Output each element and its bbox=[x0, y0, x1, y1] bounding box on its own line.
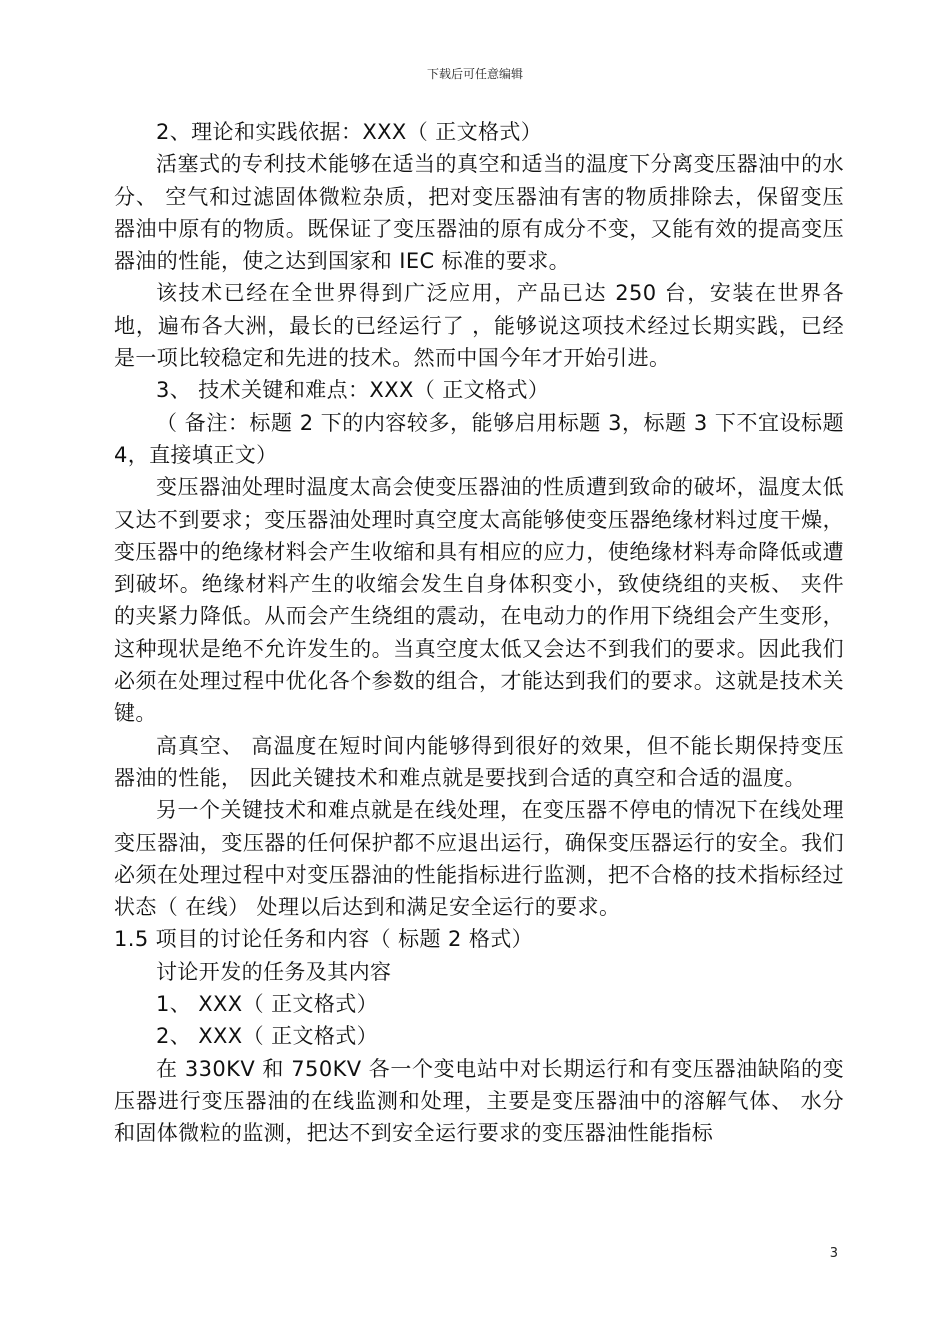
list-item: 1、 XXX（ 正文格式） bbox=[156, 992, 379, 1017]
section-heading-key-points: 3、 技术关键和难点：XXX（ 正文格式） bbox=[156, 378, 550, 403]
page-number: 3 bbox=[829, 1246, 838, 1261]
document-body bbox=[114, 116, 844, 1150]
note-paragraph: （ 备注：标题 2 下的内容较多，能够启用标题 3，标题 3 下不宜设标题 4，直接填正文） bbox=[114, 410, 844, 467]
body-paragraph: 高真空、 高温度在短时间内能够得到很好的效果，但不能长期保持变压器油的性能， 因此关键技术和难点就是要找到合适的真空和合适的温度。 bbox=[114, 733, 844, 790]
body-paragraph: 活塞式的专利技术能够在适当的真空和适当的温度下分离变压器油中的水分、 空气和过滤固体微粒杂质，把对变压器油有害的物质排除去，保留变压器油中原有的物质。既保证了变压器油的原有成分不变，又能有效的提高变压器油的性能，使之达到国家和 IEC 标准的要求。 bbox=[114, 152, 844, 274]
section-heading-basis: 2、理论和实践依据：XXX（ 正文格式） bbox=[156, 120, 543, 144]
body-paragraph: 讨论开发的任务及其内容 bbox=[156, 959, 392, 984]
list-item: 2、 XXX（ 正文格式） bbox=[156, 1024, 379, 1049]
body-paragraph: 在 330KV 和 750KV 各一个变电站中对长期运行和有变压器油缺陷的变压器进行变压器油的在线监测和处理，主要是变压器油中的溶解气体、 水分和固体微粒的监测，把达不到安全运行要求的变压器油性能指标 bbox=[114, 1056, 844, 1146]
heading-2-research-tasks: 1.5 项目的讨论任务和内容（ 标题 2 格式） bbox=[114, 927, 534, 952]
page-header: 下载后可任意编辑 bbox=[426, 67, 523, 81]
body-paragraph: 变压器油处理时温度太高会使变压器油的性质遭到致命的破坏，温度太低又达不到要求；变压器油处理时真空度太高能够使变压器绝缘材料过度干燥，变压器中的绝缘材料会产生收缩和具有相应的应力，使绝缘材料寿命降低或遭到破坏。绝缘材料产生的收缩会发生自身体积变小，致使绕组的夹板、 夹件的夹紧力降低。从而会产生绕组的震动，在电动力的作用下绕组会产生变形，这种现状是绝不允许发生的。当真空度太低又会达不到我们的要求。因此我们必须在处理过程中优化各个参数的组合，才能达到我们的要求。这就是技术关键。 bbox=[114, 475, 844, 726]
body-paragraph: 另一个关键技术和难点就是在线处理，在变压器不停电的情况下在线处理变压器油，变压器的任何保护都不应退出运行，确保变压器运行的安全。我们必须在处理过程中对变压器油的性能指标进行监测，把不合格的技术指标经过状态（ 在线） 处理以后达到和满足安全运行的要求。 bbox=[114, 798, 844, 920]
body-paragraph: 该技术已经在全世界得到广泛应用，产品已达 250 台，安装在世界各地，遍布各大洲，最长的已经运行了 ，能够说这项技术经过长期实践，已经是一项比较稳定和先进的技术。然而中国今年才开始引进。 bbox=[114, 281, 844, 371]
